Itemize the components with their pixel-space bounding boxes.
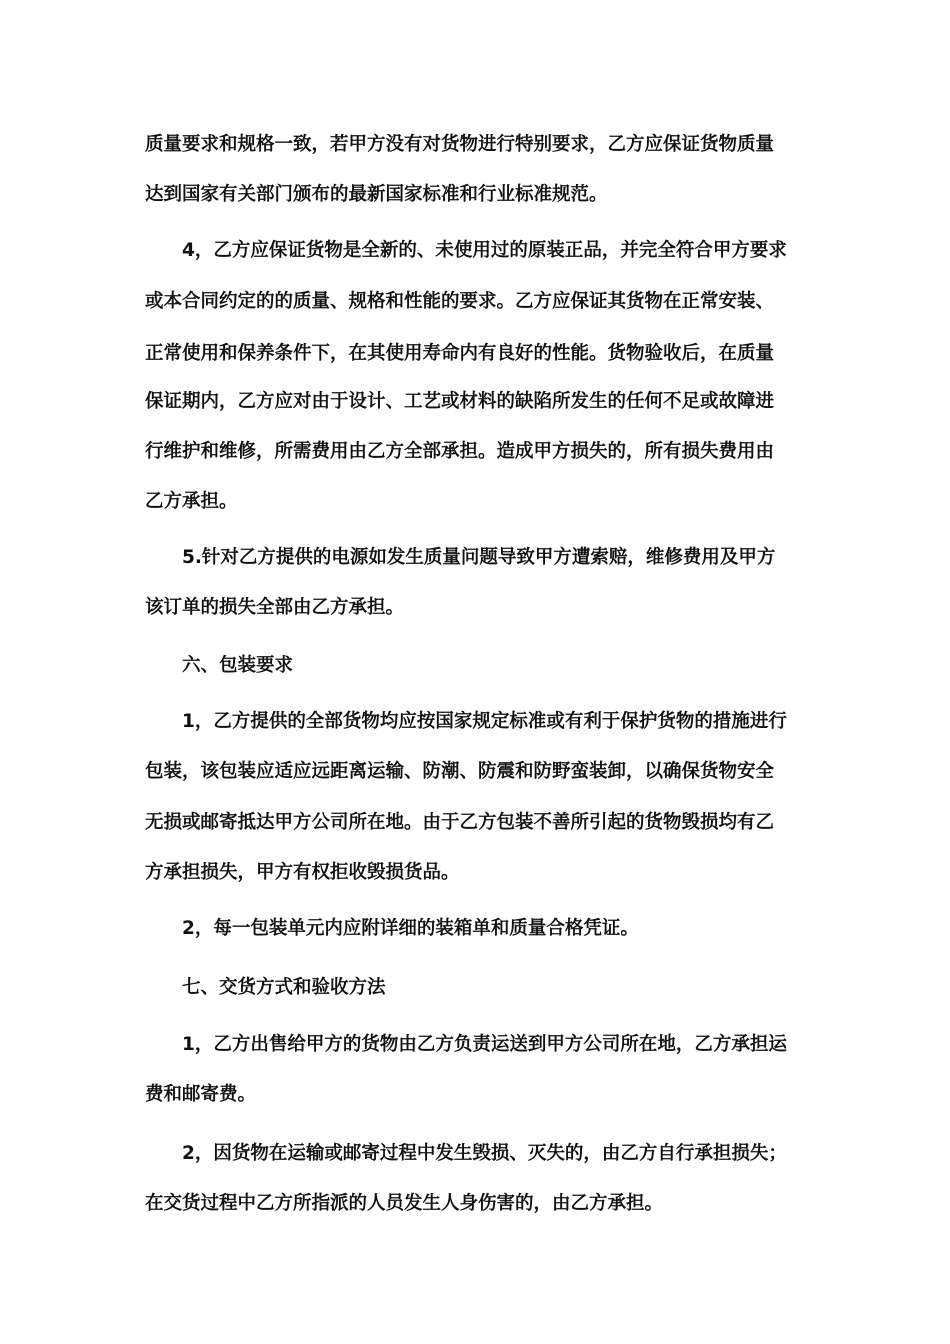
text-line: 费和邮寄费。	[145, 1084, 257, 1105]
section-heading: 七、交货方式和验收方法	[182, 977, 386, 998]
text-line: 无损或邮寄抵达甲方公司所在地。由于乙方包装不善所引起的货物毁损均有乙	[145, 812, 775, 833]
text-line: 包装，该包装应适应远距离运输、防潮、防震和防野蛮装卸，以确保货物安全	[145, 761, 775, 782]
text-line: 达到国家有关部门颁布的最新国家标准和行业标准规范。	[145, 184, 608, 205]
text-line: 保证期内，乙方应对由于设计、工艺或材料的缺陷所发生的任何不足或故障进	[145, 391, 775, 412]
text-line: 在交货过程中乙方所指派的人员发生人身伤害的，由乙方承担。	[145, 1193, 664, 1214]
text-line: 质量要求和规格一致，若甲方没有对货物进行特别要求，乙方应保证货物质量	[145, 134, 775, 155]
text-line: 行维护和维修，所需费用由乙方全部承担。造成甲方损失的，所有损失费用由	[145, 441, 775, 462]
text-line: 正常使用和保养条件下，在其使用寿命内有良好的性能。货物验收后，在质量	[145, 343, 775, 364]
text-line: 4，乙方应保证货物是全新的、未使用过的原装正品，并完全符合甲方要求	[182, 240, 787, 261]
text-line: 5.针对乙方提供的电源如发生质量问题导致甲方遭索赔，维修费用及甲方	[182, 547, 776, 568]
text-line: 1，乙方出售给甲方的货物由乙方负责运送到甲方公司所在地，乙方承担运	[182, 1034, 787, 1055]
section-heading: 六、包装要求	[182, 655, 294, 676]
text-line: 方承担损失，甲方有权拒收毁损货品。	[145, 862, 460, 883]
text-line: 该订单的损失全部由乙方承担。	[145, 597, 405, 618]
text-line: 2，因货物在运输或邮寄过程中发生毁损、灭失的，由乙方自行承担损失；	[182, 1143, 787, 1164]
text-line: 或本合同约定的的质量、规格和性能的要求。乙方应保证其货物在正常安装、	[145, 291, 775, 312]
text-line: 2，每一包装单元内应附详细的装箱单和质量合格凭证。	[182, 918, 639, 939]
text-line: 乙方承担。	[145, 491, 238, 512]
text-line: 1，乙方提供的全部货物均应按国家规定标准或有利于保护货物的措施进行	[182, 711, 787, 732]
